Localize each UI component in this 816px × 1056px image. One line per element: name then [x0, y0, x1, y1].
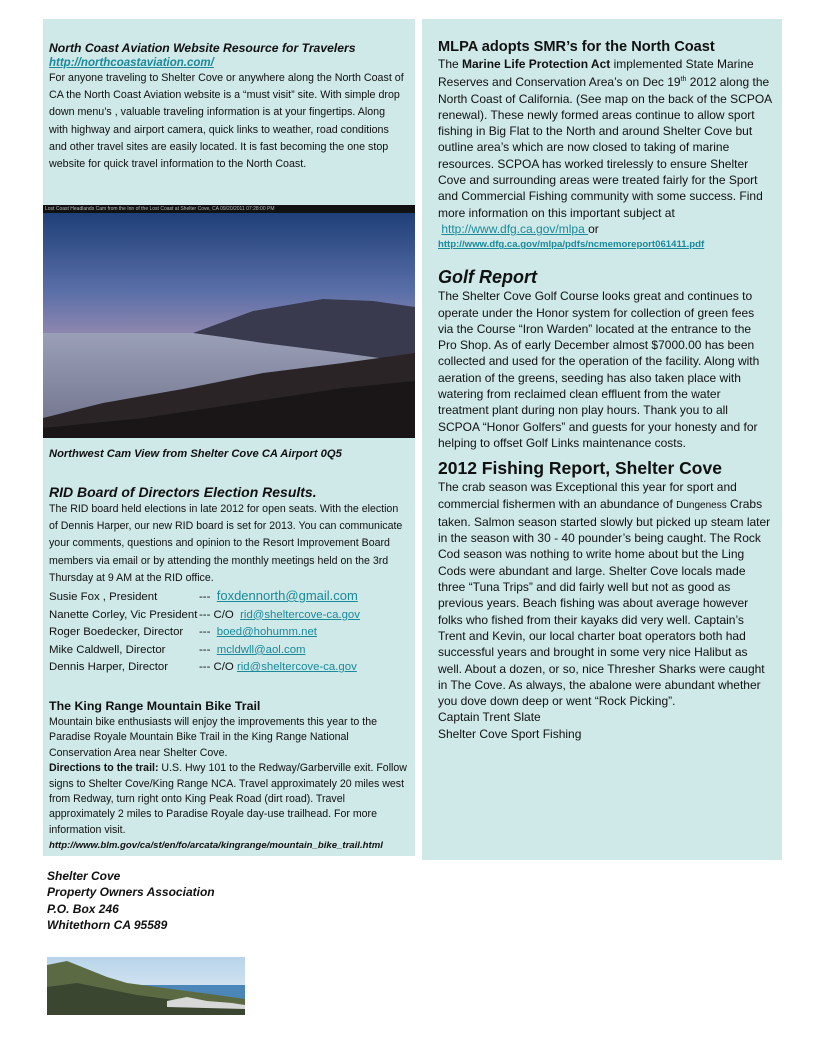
aviation-title: North Coast Aviation Website Resource for Travelers	[49, 41, 356, 55]
director-sep: ---	[199, 591, 211, 604]
director-name: Nanette Corley, Vic President	[49, 608, 198, 621]
mlpa-body	[438, 56, 772, 221]
coast-photo-thumbnail	[47, 957, 245, 1015]
director-email[interactable]: rid@sheltercove-ca.gov	[240, 608, 360, 621]
rid-body: The RID board held elections in late 2012 for open seats. With the election of Dennis Harper, our new RID board is set for 2013. You can communicate your comments, questions and opinion to the Resort Improvement Board members via email or by attending the monthly meetings held on the 3rd Thursday at 9 AM at the RID office.	[49, 503, 403, 584]
director-row	[49, 659, 407, 677]
mlpa-body1: implemented State Marine Reserves and Conservation Area’s on Dec 19	[438, 57, 754, 90]
bike-directions-text: U.S. Hwy 101 to the Redway/Garberville exit. Follow signs to Shelter Cove/King Range NCA. Travel approximately 20 miles west from Redway, turn right onto King Peak Road (dirt road). Travel approximately 2 miles to Paradise Royale day-use trailhead. For more information visit.	[49, 762, 407, 836]
fishing-body	[438, 479, 772, 709]
mlpa-intro: The	[438, 57, 463, 71]
bike-directions	[49, 761, 407, 838]
left-column-lower	[49, 446, 407, 854]
sunset-photo	[43, 213, 415, 438]
director-row	[49, 607, 407, 625]
rid-title: RID Board of Directors Election Results.	[49, 484, 317, 500]
mlpa-sup: th	[680, 76, 687, 84]
director-name: Susie Fox , President	[49, 591, 158, 604]
fishing-sig1: Captain Trent Slate	[438, 710, 541, 725]
address-line: Whitethorn CA 95589	[47, 917, 168, 932]
director-row	[49, 587, 407, 607]
bike-intro: Mountain bike enthusiasts will enjoy the improvements this year to the Paradise Royale Mountain Bike Trail in the King Range National Conservation Area near Shelter Cove.	[49, 715, 377, 759]
mlpa-act: Marine Life Protection Act	[462, 57, 611, 71]
right-column	[422, 19, 782, 860]
mlpa-link2[interactable]: http://www.dfg.ca.gov/mlpa/pdfs/ncmemoreport061411.pdf	[438, 239, 705, 251]
return-address	[47, 868, 215, 933]
address-line: Property Owners Association	[47, 885, 215, 900]
director-name: Dennis Harper, Director	[49, 661, 169, 674]
director-row	[49, 624, 407, 642]
director-row	[49, 642, 407, 660]
address-line: Shelter Cove	[47, 869, 121, 883]
director-sep: ---	[199, 626, 211, 639]
director-email[interactable]: mcldwll@aol.com	[216, 643, 306, 656]
bike-url[interactable]: http://www.blm.gov/ca/st/en/fo/arcata/kingrange/mountain_bike_trail.html	[49, 840, 383, 852]
fishing-sig2: Shelter Cove Sport Fishing	[438, 726, 582, 741]
aviation-body: For anyone traveling to Shelter Cove or anywhere along the North Coast of CA the North Coast Aviation website is a “must visit” site. With simple drop down menu’s , valuable traveling information is at your fingertips. Along with highway and airport camera, quick links to weather, road conditions and other travel sites are easily located. It is fast becoming the one stop website for quick travel information to the North Coast.	[49, 72, 404, 171]
bike-directions-label: Directions to the trail:	[49, 762, 159, 775]
mlpa-links	[438, 221, 772, 237]
director-email[interactable]: foxdennorth@gmail.com	[216, 588, 358, 604]
address-line: P.O. Box 246	[47, 901, 119, 916]
mlpa-link1[interactable]: http://www.dfg.ca.gov/mlpa	[441, 221, 589, 236]
director-name: Mike Caldwell, Director	[49, 643, 166, 656]
fishing-body2: Crabs taken. Salmon season started slowly but picked up steam later in the season with 30 - 40 pounder’s being caught. The Rock Cod season was nothing to write home about but the Ling Cods were abundant and large. Shelter Cove locals made three “Tuna Trips” and did fairly well but not as good as previous years. Beach fishing was about average however folks who fished from their kayaks did very well. Captain’s Trent and Kevin, our local charter boat operators both had successful years and brought in some very nice Halibut as well. About a dozen, or so, nice Thresher Sharks were caught in The Cove. As always, the abalone were abundant whether you dove down deep or went “Rock Picking”.	[438, 496, 771, 709]
director-email[interactable]: boed@hohumm.net	[216, 626, 317, 639]
rid-directors	[49, 587, 407, 677]
aviation-link[interactable]: http://northcoastaviation.com/	[49, 57, 214, 69]
cam-image	[43, 205, 415, 438]
director-email[interactable]: rid@sheltercove-ca.gov	[236, 661, 357, 674]
golf-title: Golf Report	[438, 267, 537, 288]
director-sep: --- C/O	[199, 608, 234, 621]
director-sep: ---	[199, 643, 211, 656]
mlpa-title: MLPA adopts SMR’s for the North Coast	[438, 39, 715, 55]
cam-caption: Northwest Cam View from Shelter Cove CA Airport 0Q5	[49, 448, 342, 460]
fishing-body1: The crab season was Exceptional this year for sport and commercial fishermen with an abundance of	[438, 480, 737, 511]
bike-title: The King Range Mountain Bike Trail	[49, 698, 261, 713]
golf-body: The Shelter Cove Golf Course looks great and continues to operate under the Honor system for collection of green fees via the Course “Iron Warden” located at the entrance to the Pro Shop. As of early December almost $7000.00 has been collected and used for the operation of the facility. Along with aeration of the greens, seeding has also taken place with watering from reclaimed clean effluent from the water treatment plant during non play hours. Thank you to all SCPOA “Honor Golfers” and guests for your honesty and for helping to offset Golf Links maintenance costs.	[438, 289, 760, 450]
mlpa-or: or	[588, 221, 599, 236]
director-name: Roger Boedecker, Director	[49, 626, 184, 639]
fishing-title: 2012 Fishing Report, Shelter Cove	[438, 458, 722, 479]
mlpa-body2: 2012 along the North Coast of California. (See map on the back of the SCPOA renewal). These newly formed areas continue to allow sport fishing in Big Flat to the North and around Shelter Cove but outline area’s which are now closed to taking of marine resources. SCPOA has worked tirelessly to ensure Shelter Cove and surrounding areas were treated fairly for the Sport and Commercial Fishing community with some success. Find more information on this important subject at	[438, 75, 772, 220]
fishing-dungeness: Dungeness	[676, 499, 727, 511]
director-sep: --- C/O	[199, 661, 234, 674]
cam-overlay-text: Lost Coast Headlands Cam from the Inn of the Lost Coast at Shelter Cove, CA 09/20/2011 07:28:00 PM	[43, 205, 415, 213]
